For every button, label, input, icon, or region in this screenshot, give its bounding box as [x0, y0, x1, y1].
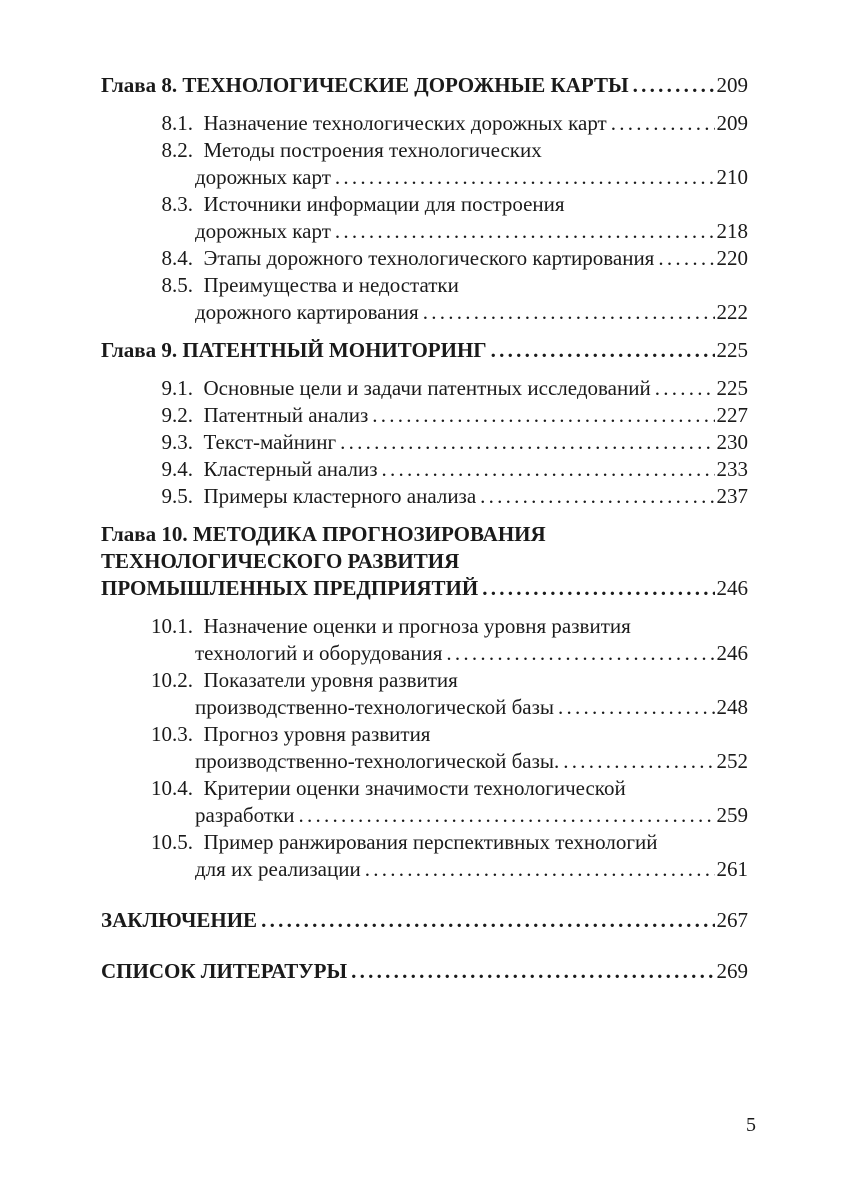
section-title: Назначение технологических дорожных карт	[203, 111, 607, 135]
section-title-line2: дорожных карт	[195, 165, 331, 189]
section-number: 8.3.	[161, 192, 193, 216]
dot-leader	[446, 640, 714, 667]
page-ref: 225	[716, 376, 748, 400]
section-title-line1: Источники информации для построения	[203, 192, 565, 216]
references-title: СПИСОК ЛИТЕРАТУРЫ	[101, 959, 348, 983]
section-8-2-entry-cont[interactable]	[101, 164, 748, 191]
section-number: 10.2.	[151, 668, 193, 692]
page-ref: 269	[716, 959, 748, 983]
dot-leader	[482, 575, 714, 602]
section-8-3-entry[interactable]	[101, 191, 748, 218]
section-10-5-entry-cont[interactable]	[101, 856, 748, 883]
section-number: 9.5.	[161, 484, 193, 508]
section-10-1-entry-cont[interactable]	[101, 640, 748, 667]
chapter-title-line2: ТЕХНОЛОГИЧЕСКОГО РАЗВИТИЯ	[101, 549, 460, 573]
dot-leader	[633, 72, 715, 99]
section-title-line2: дорожных карт	[195, 219, 331, 243]
section-title-line2: производственно-технологической базы.	[195, 749, 560, 773]
dot-leader	[372, 402, 714, 429]
dot-leader	[611, 110, 715, 137]
chapter-9-entry[interactable]	[101, 337, 748, 364]
page-ref: 218	[716, 219, 748, 243]
section-title-line2: для их реализации	[195, 857, 361, 881]
section-number: 10.3.	[151, 722, 193, 746]
section-title: Кластерный анализ	[203, 457, 378, 481]
chapter-10-entry-cont[interactable]	[101, 548, 748, 575]
page-ref: 237	[716, 484, 748, 508]
section-title-line1: Показатели уровня развития	[203, 668, 458, 692]
page-ref: 252	[716, 749, 748, 773]
dot-leader	[558, 694, 715, 721]
section-title: Патентный анализ	[203, 403, 369, 427]
section-title-line1: Критерии оценки значимости технологической	[203, 776, 626, 800]
section-10-2-entry-cont[interactable]	[101, 694, 748, 721]
section-9-3-entry[interactable]	[101, 429, 748, 456]
section-number: 10.1.	[151, 614, 193, 638]
section-number: 10.4.	[151, 776, 193, 800]
conclusion-title: ЗАКЛЮЧЕНИЕ	[101, 908, 258, 932]
section-title: Текст-майнинг	[203, 430, 337, 454]
page-ref: 227	[716, 403, 748, 427]
section-title: Этапы дорожного технологического картирования	[203, 246, 655, 270]
dot-leader	[351, 958, 714, 985]
dot-leader	[335, 164, 715, 191]
section-10-4-entry-cont[interactable]	[101, 802, 748, 829]
section-8-3-entry-cont[interactable]	[101, 218, 748, 245]
page-ref: 209	[716, 111, 748, 135]
section-number: 10.5.	[151, 830, 193, 854]
chapter-title-line1: Глава 10. МЕТОДИКА ПРОГНОЗИРОВАНИЯ	[101, 522, 546, 546]
dot-leader	[365, 856, 715, 883]
conclusion-entry[interactable]	[101, 907, 748, 934]
dot-leader	[480, 483, 714, 510]
section-number: 9.1.	[161, 376, 193, 400]
dot-leader	[382, 456, 715, 483]
section-8-5-entry[interactable]	[101, 272, 748, 299]
section-8-4-entry[interactable]	[101, 245, 748, 272]
dot-leader	[298, 802, 714, 829]
chapter-title: Глава 9. ПАТЕНТНЫЙ МОНИТОРИНГ	[101, 338, 487, 362]
page-ref: 222	[716, 300, 748, 324]
section-10-1-entry[interactable]	[101, 613, 748, 640]
dot-leader	[261, 907, 714, 934]
section-10-2-entry[interactable]	[101, 667, 748, 694]
section-8-1-entry[interactable]	[101, 110, 748, 137]
chapter-title-line3: ПРОМЫШЛЕННЫХ ПРЕДПРИЯТИЙ	[101, 576, 479, 600]
page-ref: 246	[716, 576, 748, 600]
page-ref: 246	[716, 641, 748, 665]
section-9-5-entry[interactable]	[101, 483, 748, 510]
dot-leader	[335, 218, 715, 245]
section-number: 9.2.	[161, 403, 193, 427]
section-10-5-entry[interactable]	[101, 829, 748, 856]
section-number: 8.1.	[161, 111, 193, 135]
section-title-line1: Пример ранжирования перспективных технологий	[203, 830, 658, 854]
references-entry[interactable]	[101, 958, 748, 985]
section-title: Основные цели и задачи патентных исследований	[203, 376, 651, 400]
section-title-line1: Прогноз уровня развития	[203, 722, 431, 746]
page-ref: 259	[716, 803, 748, 827]
section-number: 8.5.	[161, 273, 193, 297]
section-9-2-entry[interactable]	[101, 402, 748, 429]
table-of-contents	[101, 72, 748, 985]
section-number: 9.4.	[161, 457, 193, 481]
section-number: 9.3.	[161, 430, 193, 454]
dot-leader	[340, 429, 714, 456]
dot-leader	[563, 748, 714, 775]
section-title-line1: Назначение оценки и прогноза уровня развития	[203, 614, 631, 638]
page-ref: 261	[716, 857, 748, 881]
section-10-4-entry[interactable]	[101, 775, 748, 802]
section-8-2-entry[interactable]	[101, 137, 748, 164]
page-ref: 230	[716, 430, 748, 454]
dot-leader	[658, 245, 714, 272]
section-number: 8.4.	[161, 246, 193, 270]
page-ref: 248	[716, 695, 748, 719]
section-title: Примеры кластерного анализа	[203, 484, 477, 508]
page-ref: 267	[716, 908, 748, 932]
chapter-8-entry[interactable]	[101, 72, 748, 99]
section-title-line2: разработки	[195, 803, 295, 827]
page-ref: 210	[716, 165, 748, 189]
chapter-10-entry-cont2[interactable]	[101, 575, 748, 602]
section-title-line2: дорожного картирования	[195, 300, 419, 324]
page-ref: 209	[716, 73, 748, 97]
section-title-line2: технологий и оборудования	[195, 641, 443, 665]
page-ref: 233	[716, 457, 748, 481]
section-9-1-entry[interactable]	[101, 375, 748, 402]
section-title-line1: Методы построения технологических	[203, 138, 542, 162]
chapter-title: Глава 8. ТЕХНОЛОГИЧЕСКИЕ ДОРОЖНЫЕ КАРТЫ	[101, 73, 629, 97]
dot-leader	[491, 337, 715, 364]
chapter-10-entry[interactable]	[101, 521, 748, 548]
page-number: 5	[746, 1114, 756, 1136]
section-8-5-entry-cont[interactable]	[101, 299, 748, 326]
section-title-line1: Преимущества и недостатки	[203, 273, 459, 297]
dot-leader	[423, 299, 715, 326]
section-10-3-entry[interactable]	[101, 721, 748, 748]
section-9-4-entry[interactable]	[101, 456, 748, 483]
page-ref: 225	[716, 338, 748, 362]
section-10-3-entry-cont[interactable]	[101, 748, 748, 775]
dot-leader	[655, 375, 715, 402]
section-number: 8.2.	[161, 138, 193, 162]
page-ref: 220	[716, 246, 748, 270]
section-title-line2: производственно-технологической базы	[195, 695, 554, 719]
